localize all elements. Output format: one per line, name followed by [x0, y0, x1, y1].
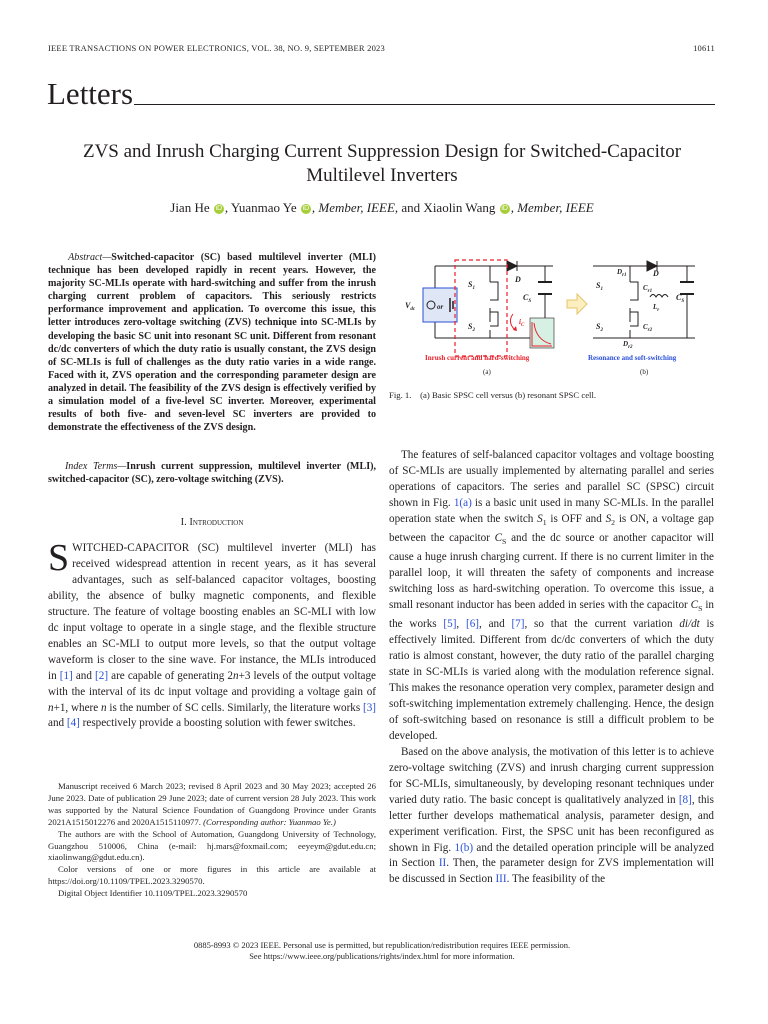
svg-text:iC: $i_C$	[519, 318, 525, 328]
index-terms-text: Inrush current suppression, multilevel inverter (MLI), switched-capacitor (SC), zero-voltage switching (ZVS).	[48, 461, 377, 486]
drop-cap: S	[48, 537, 70, 579]
section-link[interactable]: III	[495, 873, 507, 886]
svg-text:CS: $C_S$	[676, 293, 685, 304]
citation-link[interactable]: [8]	[678, 793, 692, 806]
section-label: Letters	[47, 76, 134, 111]
svg-text:D: D	[653, 269, 659, 278]
svg-text:CS: $C_S$	[523, 293, 532, 304]
section-number: I.	[180, 517, 190, 528]
circuit-diagram	[395, 252, 725, 377]
svg-text:S2: $S_2$	[468, 322, 475, 333]
svg-text:S1: $S_1$	[596, 281, 603, 292]
figure-link[interactable]: 1(a)	[453, 496, 472, 509]
copyright-footer	[48, 940, 716, 962]
copyright-line: 0885-8993 © 2023 IEEE. Personal use is permitted, but republication/redistribution requires IEEE permission.	[193, 940, 571, 950]
current-arrow-icon	[510, 314, 515, 330]
footnote-affiliation: The authors are with the School of Automation, Guangdong University of Technology, Guangzhou 510006, China (e-mail: hj.mars@foxmail.com; eeyeym@gdut.edu.cn; xiaolinwang@gdut.edu.cn).	[48, 828, 376, 863]
abstract-text: Switched-capacitor (SC) based multilevel inverter (MLI) technique has been developed rapidly in recent years. However, the majority SC-MLIs operate with hard-switching and suffer from the inrush charging current problem of capacitors. This seriously restricts performance improvement and application. To overcome this issue, this letter introduces zero-voltage switching (ZVS) technique into SC-MLIs by developing the basic SC unit into resonant SC unit. Different from resonant dc/dc converters of which the duty ratio is usually constant, the ZVS design of SC-MLIs is full of challenges as the duty ratio varies in a wide range. Faced with it, ZVS operation and the corresponding parameter design are analyzed in detail. The feasibility of the ZVS design is effectively verified by a simulation model of a five-level SC inverter. Moreover, experimental results of both five- and seven-level SC inverters are provided to demonstrate the effectiveness of the ZVS design.	[48, 252, 376, 434]
section-heading	[48, 517, 376, 528]
footnote-received: Manuscript received 6 March 2023; revised 8 April 2023 and 30 May 2023; accepted 26 June 2023. Date of publication 29 June 2023; date of current version 28 July 2023. This work was supported by the Natural Science Foundation of Guangdong Province under Grants 2021A1515012276 and 2020A1515110977. (Corresponding author: Yuanmao Ye.)	[48, 781, 376, 827]
svg-text:Lr: $L_r$	[653, 303, 660, 313]
figure-note-b: Resonance and soft-switching	[588, 354, 677, 362]
figure-link[interactable]: 1(b)	[454, 841, 474, 854]
abstract	[48, 251, 376, 434]
author-name: and Xiaolin Wang	[398, 200, 496, 215]
citation-link[interactable]: [3]	[363, 701, 376, 714]
svg-text:D: D	[515, 275, 521, 284]
footnote-doi: Digital Object Identifier 10.1109/TPEL.2023.3290570	[58, 888, 248, 899]
svg-text:Cr2: $C_{r2}$	[643, 323, 653, 333]
intro-paragraph: SWITCHED-CAPACITOR (SC) multilevel inverter (MLI) has received widespread attention in recent years, as it has several advantages, such as self-balanced capacitor voltages, boosting ability, the absence of bulky magnetic components, and flexible structure. The feature of voltage boosting enables an SC-MLI with low dc input voltage to operate in a single stage, and the flexible structure enables an SC-MLI to output more levels, so that the output voltage waveform is closer to the sine wave. For instance, the MLIs introduced in [1] and [2] are capable of generating 2n+3 levels of the output voltage with the interval of its dc input voltage and providing a voltage gain of n+1, where n is the number of SC cells. Similarly, the literature works [3] and [4] respectively provide a boosting solution with fewer switches.	[48, 537, 377, 730]
footnote-color: Color versions of one or more figures in this article are available at https://doi.org/10.1109/TPEL.2023.3290570.	[48, 864, 376, 887]
page-number: 10611	[693, 43, 715, 53]
paper-title: ZVS and Inrush Charging Current Suppression Design for Switched-Capacitor Multilevel Inverters	[82, 141, 682, 186]
body-paragraph: The features of self-balanced capacitor voltages and voltage boosting of SC-MLIs are usually implemented by alternating parallel and series operations of capacitors. The series and parallel SC (SPSC) circuit shown in Fig. 1(a) is a basic unit used in many SC-MLIs. In the parallel operation state when the switch $S_1$ is OFF and $S_2$ is ON, a voltage gap between the capacitor $C_S$ and the dc source or another capacitor will cause a huge inrush charging current. If there is no current limiter in the parallel loop, it will threaten the safety of components and increase switching loss as hard-switching operation. To overcome this issue, a small resonant inductor has been added in series with the capacitor $C_S$ in the works [5], [6], and [7], so that the current variation di/dt is effectively limited. Different from dc/dc converters of which the duty ratio is almost constant, however, the duty ratio of the parallel charging state in SC-MLIs is varied along with the modulation reference signal. This makes the resonance operation very complex, parameter design and soft-switching implementation extremely challenging. Hence, the design of soft-switching based on resonance is still a difficult problem to be developed.	[389, 449, 715, 742]
body-paragraph: Based on the above analysis, the motivation of this letter is to achieve zero-voltage switching (ZVS) and inrush charging current suppression for SC-MLIs, simultaneously, by developing resonant techniques under varied duty ratio. The basic concept is qualitatively analyzed in [8], this letter further develops mathematical analysis, parameter design, and experiment verification. First, the SPSC unit has been reconfigured as shown in Fig. 1(b) and the detailed operation principle will be analyzed in Section II. Then, the parameter design for ZVS implementation will be discussed in Section III. The feasibility of the	[389, 745, 715, 886]
citation-link[interactable]: [6]	[466, 618, 479, 631]
author-membership: , Member, IEEE,	[311, 200, 399, 215]
svg-text:Cr1: $C_{r1}$	[643, 284, 653, 294]
citation-link[interactable]: [5]	[443, 618, 457, 631]
orcid-icon[interactable]: iD	[215, 205, 223, 212]
svg-text:Dr1: $D_{r1}$	[617, 268, 627, 278]
figure-caption: Fig. 1. (a) Basic SPSC cell versus (b) resonant SPSC cell.	[389, 390, 597, 400]
right-column	[389, 448, 714, 888]
svg-text:(a): (a)	[483, 368, 491, 376]
author-name: Jian He	[170, 200, 210, 215]
transition-arrow-icon	[567, 294, 587, 314]
index-terms-label: Index Terms—	[64, 461, 127, 472]
footnotes	[48, 781, 376, 900]
figure-1	[395, 252, 725, 382]
intro-text: WITCHED-CAPACITOR (SC) multilevel inverter (MLI) has received widespread attention in recent years, as it has several advantages, such as self-balanced capacitor voltages, boosting ability, the absence of bulky magnetic components, and flexible structure. The feature of voltage boosting enables an SC-MLI with low dc input voltage to operate in a single stage, and the flexible structure enables an SC-MLI to output more levels, so that the output voltage waveform is closer to the sine wave. For instance, the MLIs introduced in	[48, 542, 376, 682]
orcid-icon[interactable]: iD	[501, 205, 508, 212]
author-membership: , Member, IEEE	[510, 200, 594, 215]
parallel-loop-highlight	[455, 260, 507, 356]
citation-link[interactable]: [4]	[66, 717, 80, 730]
svg-text:Dr2: $D_{r2}$	[623, 340, 633, 350]
citation-link[interactable]: [7]	[511, 618, 525, 631]
abstract-label: Abstract—	[68, 252, 112, 263]
section-link[interactable]: II	[438, 857, 447, 870]
journal-header: IEEE TRANSACTIONS ON POWER ELECTRONICS, VOL. 38, NO. 9, SEPTEMBER 2023	[48, 43, 385, 53]
section-title: Introduction	[189, 517, 244, 528]
svg-text:or: or	[437, 303, 444, 311]
citation-link[interactable]: [1]	[59, 669, 73, 682]
author-list	[48, 200, 716, 216]
orcid-icon[interactable]: iD	[302, 205, 310, 212]
rights-link[interactable]: See https://www.ieee.org/publications/rights/index.html for more information.	[249, 951, 515, 961]
author-name: , Yuanmao Ye	[224, 200, 297, 215]
svg-text:(b): (b)	[640, 368, 649, 376]
svg-text:S1: $S_1$	[468, 280, 475, 291]
svg-text:S2: $S_2$	[596, 322, 603, 333]
index-terms	[48, 460, 376, 486]
figure-note-a: Inrush current and hard-switching	[425, 354, 530, 362]
section-rule	[134, 104, 715, 105]
svg-text:Vdc: $V_{dc}$	[405, 301, 416, 312]
citation-link[interactable]: [2]	[95, 669, 109, 682]
